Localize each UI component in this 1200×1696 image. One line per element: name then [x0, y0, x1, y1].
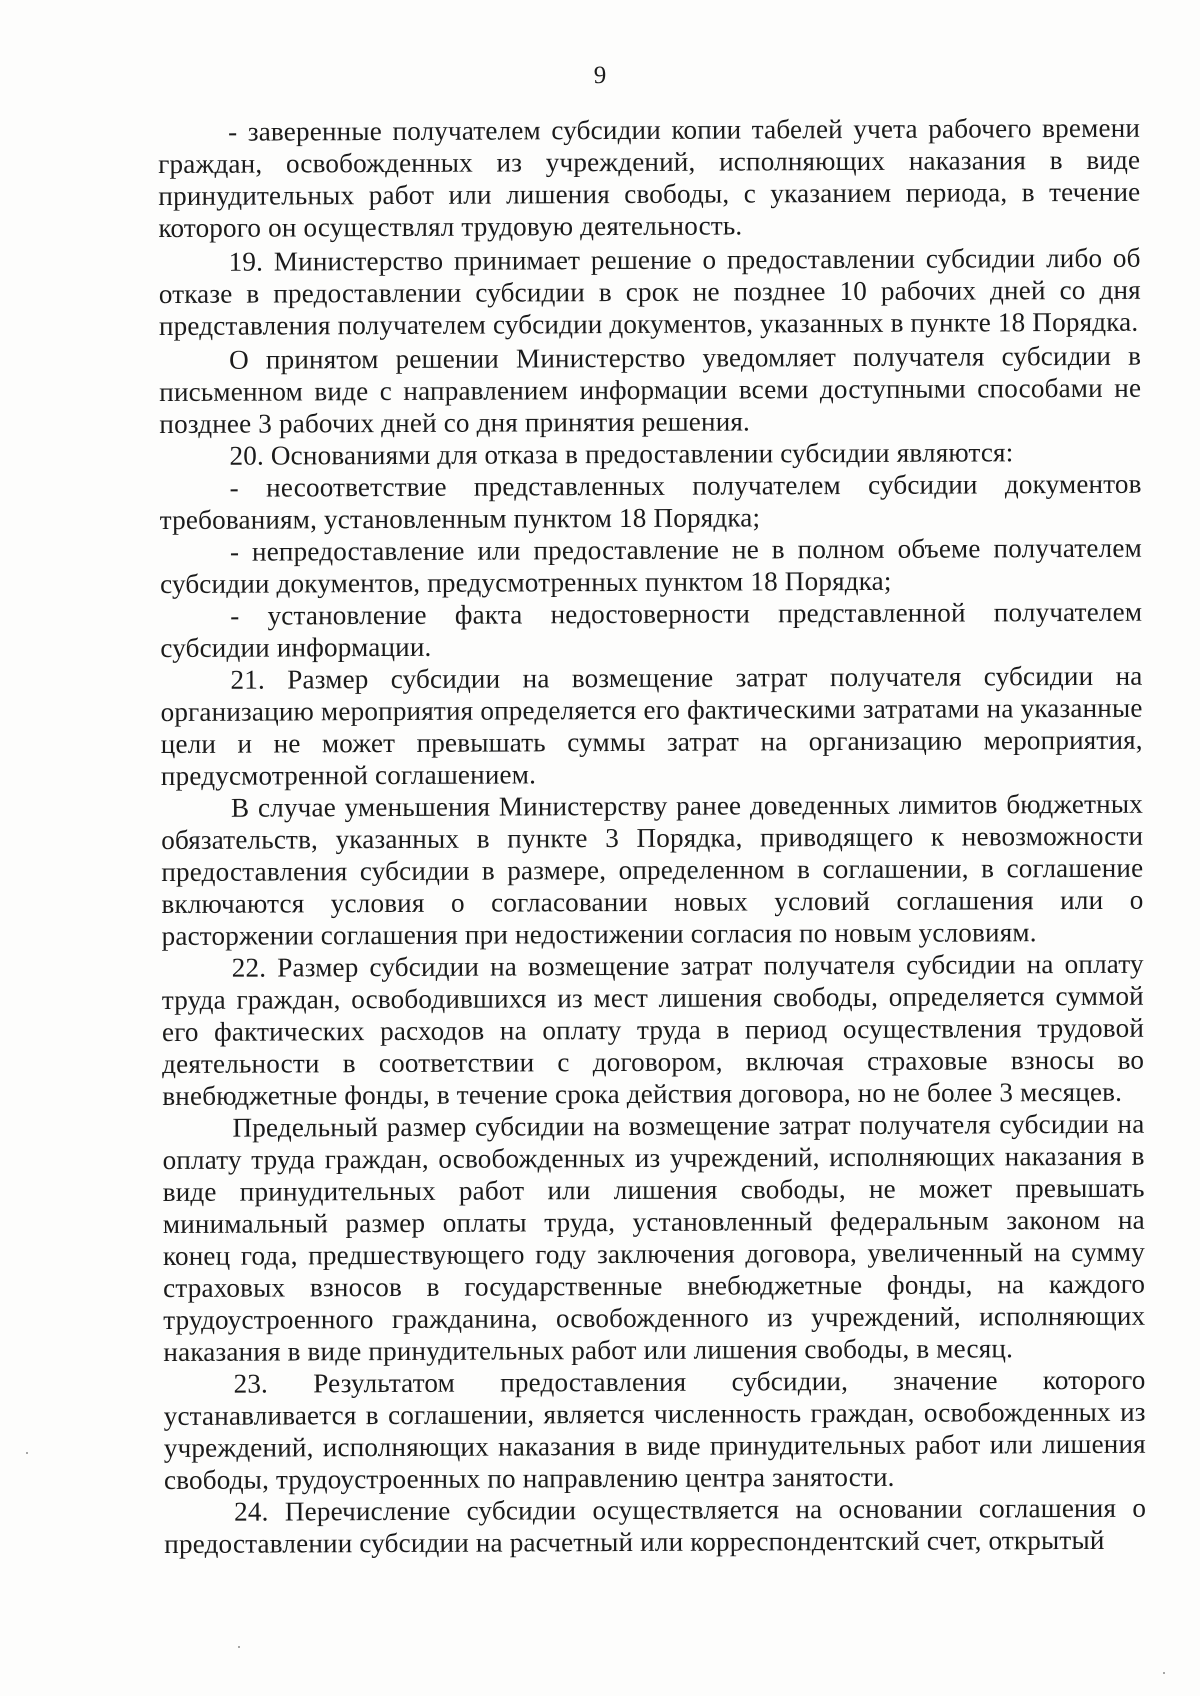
paragraph-21-limits: В случае уменьшения Министерству ранее доведенных лимитов бюджетных обязательств, указанных в пункте 3 Порядка, приводящего к невозможности предоставления субсидии в размере, определенном в соглашении, в соглашение включаются условия о согласовании новых условий соглашения или о расторжении соглашения при недостижении согласия по новым условиям. — [161, 788, 1144, 951]
paragraph-timesheets: - заверенные получателем субсидии копии табелей учета рабочего времени граждан, освобожденных из учреждений, исполняющих наказания в виде принудительных работ или лишения свободы, с указанием периода, в течение которого он осуществлял трудовую деятельность. — [158, 112, 1141, 243]
page-number: 9 — [593, 62, 607, 89]
paragraph-19-notice: О принятом решении Министерство уведомляет получателя субсидии в письменном виде с направлением информации всеми доступными способами не позднее 3 рабочих дней со дня принятия решения. — [159, 340, 1142, 439]
paragraph-21: 21. Размер субсидии на возмещение затрат получателя субсидии на организацию мероприятия определяется его фактическими затратами на указанные цели и не может превышать суммы затрат на организацию мероприятия, предусмотренной соглашением. — [160, 660, 1143, 791]
scan-speck — [238, 1646, 240, 1648]
paragraph-23: 23. Результатом предоставления субсидии, значение которого устанавливается в соглашении, является численность граждан, освобожденных из учреждений, исполняющих наказания в виде принудительных работ или лишения свободы, трудоустроенных по направлению центра занятости. — [163, 1364, 1146, 1495]
paragraph-22-max-size: Предельный размер субсидии на возмещение затрат получателя субсидии на оплату труда граждан, освобожденных из учреждений, исполняющих наказания в виде принудительных работ или лишения свободы, не может превышать минимальный размер оплаты труда, установленный федеральным законом на конец года, предшествующего году заключения договора, увеличенный на сумму страховых взносов в государственные внебюджетные фонды, на каждого трудоустроенного гражданина, освобожденного из учреждений, исполняющих наказания в виде принудительных работ или лишения свободы, в месяц. — [162, 1108, 1146, 1367]
paragraph-20-item-3: - установление факта недостоверности представленной получателем субсидии информации. — [160, 596, 1143, 663]
paragraph-20-item-2: - непредоставление или предоставление не в полном объеме получателем субсидии документов, предусмотренных пунктом 18 Порядка; — [159, 532, 1142, 599]
scan-speck — [1163, 1672, 1165, 1674]
scan-speck — [26, 1452, 28, 1454]
paragraph-22: 22. Размер субсидии на возмещение затрат получателя субсидии на оплату труда граждан, освободившихся из мест лишения свободы, определяется суммой его фактических расходов на оплату труда в период осуществления трудовой деятельности в соответствии с договором, включая страховые взносы во внебюджетные фонды, в течение срока действия договора, но не более 3 месяцев. — [161, 948, 1145, 1111]
paragraph-20-item-1: - несоответствие представленных получателем субсидии документов требованиям, установленным пунктом 18 Порядка; — [159, 468, 1142, 535]
document-body — [158, 112, 1146, 1560]
paragraph-20: 20. Основаниями для отказа в предоставлении субсидии являются: — [229, 437, 1014, 471]
paragraph-19: 19. Министерство принимает решение о предоставлении субсидии либо об отказе в предоставлении субсидии в срок не позднее 10 рабочих дней со дня представления получателем субсидии документов, указанных в пункте 18 Порядка. — [158, 242, 1141, 341]
paragraph-24: 24. Перечисление субсидии осуществляется на основании соглашения о предоставлении субсидии на расчетный или корреспондентский счет, открытый — [164, 1492, 1147, 1559]
